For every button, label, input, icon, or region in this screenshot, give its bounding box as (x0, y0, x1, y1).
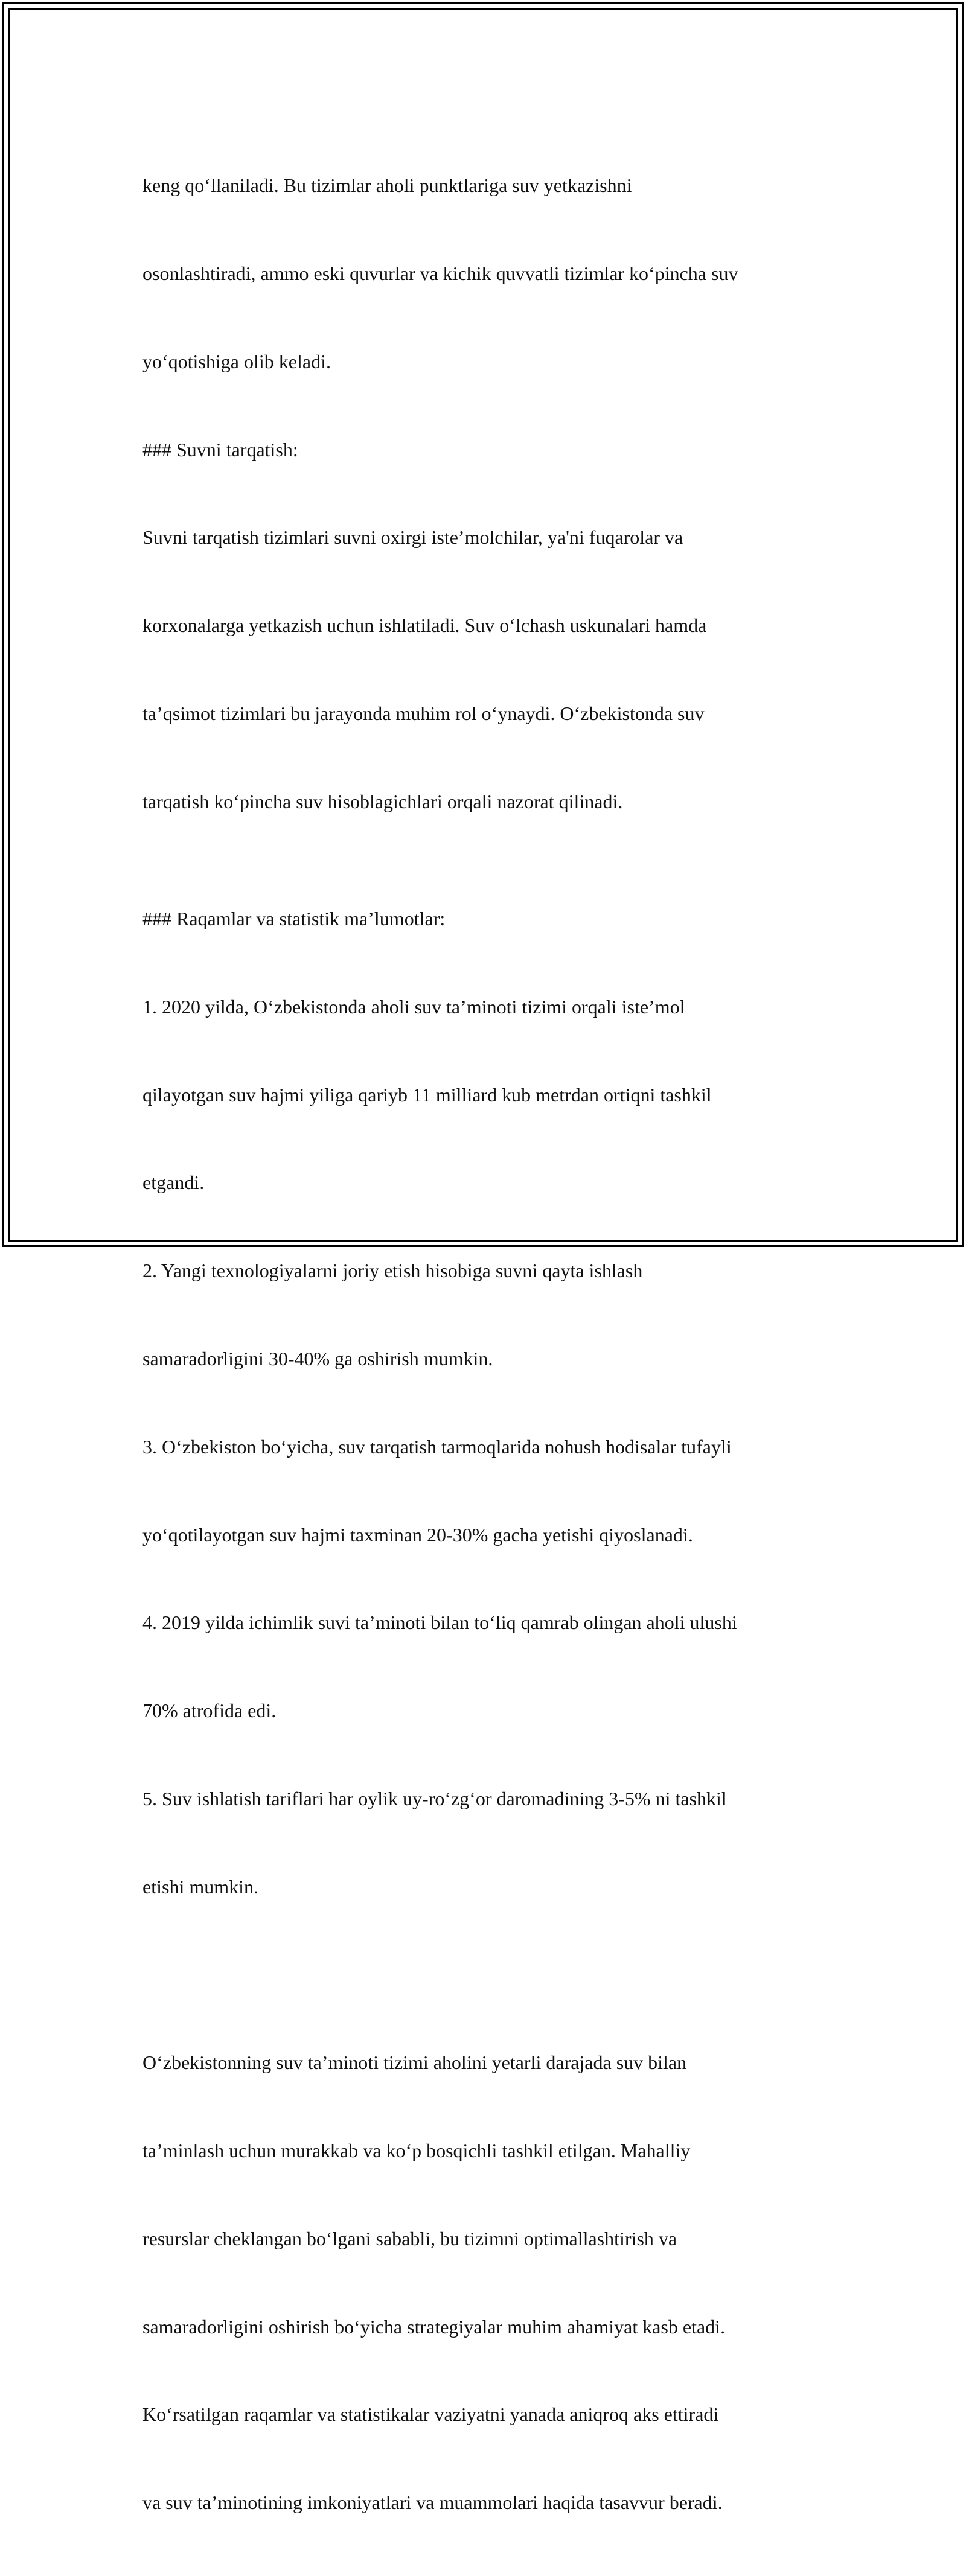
section-heading: ### Raqamlar va statistik ma’lumotlar: (142, 908, 446, 930)
list-item: 5. Suv ishlatish tariflari har oylik uy-ro‘zg‘or daromadining 3-5% ni tashkil (142, 1787, 727, 1809)
list-item-continuation: etishi mumkin. (142, 1875, 258, 1898)
list-item-continuation: etgandi. (142, 1172, 205, 1194)
text-line: keng qo‘llaniladi. Bu tizimlar aholi punktlariga suv yetkazishni (142, 174, 632, 197)
text-line: osonlashtiradi, ammo eski quvurlar va kichik quvvatli tizimlar ko‘pincha suv (142, 262, 738, 284)
text-line: resurslar cheklangan bo‘lgani sababli, bu tizimni optimallashtirish va (142, 2227, 677, 2249)
list-item-continuation: samaradorligini 30-40% ga oshirish mumkin. (142, 1347, 493, 1369)
list-item: 4. 2019 yilda ichimlik suvi ta’minoti bilan to‘liq qamrab olingan aholi ulushi (142, 1612, 737, 1634)
list-item-continuation: 70% atrofida edi. (142, 1700, 277, 1722)
text-line: ta’minlash uchun murakkab va ko‘p bosqichli tashkil etilgan. Mahalliy (142, 2139, 691, 2161)
section-distribution (142, 435, 843, 875)
text-line: Ko‘rsatilgan raqamlar va statistikalar vaziyatni yanada aniqroq aks ettiradi (142, 2403, 719, 2426)
text-line: yo‘qotishiga olib keladi. (142, 350, 331, 372)
list-item-continuation: qilayotgan suv hajmi yiliga qariyb 11 milliard kub metrdan ortiqni tashkil (142, 1083, 712, 1106)
text-line: Suvni tarqatish tizimlari suvni oxirgi iste’molchilar, ya'ni fuqarolar va (142, 526, 683, 549)
text-line: samaradorligini oshirish bo‘yicha strategiyalar muhim ahamiyat kasb etadi. (142, 2315, 726, 2338)
conclusion-paragraph (142, 1989, 843, 2576)
text-line: korxonalarga yetkazish uchun ishlatiladi. Suv o‘lchash uskunalari hamda (142, 614, 707, 637)
text-line: va suv ta’minotining imkoniyatlari va muammolari haqida tasavvur beradi. (142, 2492, 723, 2514)
list-item: 2. Yangi texnologiyalarni joriy etish hisobiga suvni qayta ishlash (142, 1260, 643, 1282)
list-item: 3. O‘zbekiston bo‘yicha, suv tarqatish tarmoqlarida nohush hodisalar tufayli (142, 1435, 732, 1458)
text-line: tarqatish ko‘pincha suv hisoblagichlari orqali nazorat qilinadi. (142, 790, 623, 812)
list-item: 1. 2020 yilda, O‘zbekistonda aholi suv ta’minoti tizimi orqali iste’mol (142, 995, 685, 1018)
distribution-paragraph (142, 464, 843, 875)
list-item-continuation: yo‘qotilayotgan suv hajmi taxminan 20-30% gacha yetishi qiyoslanadi. (142, 1523, 693, 1546)
section-heading: ### Suvni tarqatish: (142, 438, 298, 461)
text-line: O‘zbekistonning suv ta’minoti tizimi aholini yetarli darajada suv bilan (142, 2052, 687, 2074)
section-statistics (142, 904, 843, 1960)
statistics-list (142, 934, 843, 1960)
intro-paragraph (142, 112, 843, 435)
document-body (142, 112, 843, 2576)
text-line: ta’qsimot tizimlari bu jarayonda muhim rol o‘ynaydi. O‘zbekistonda suv (142, 702, 705, 724)
